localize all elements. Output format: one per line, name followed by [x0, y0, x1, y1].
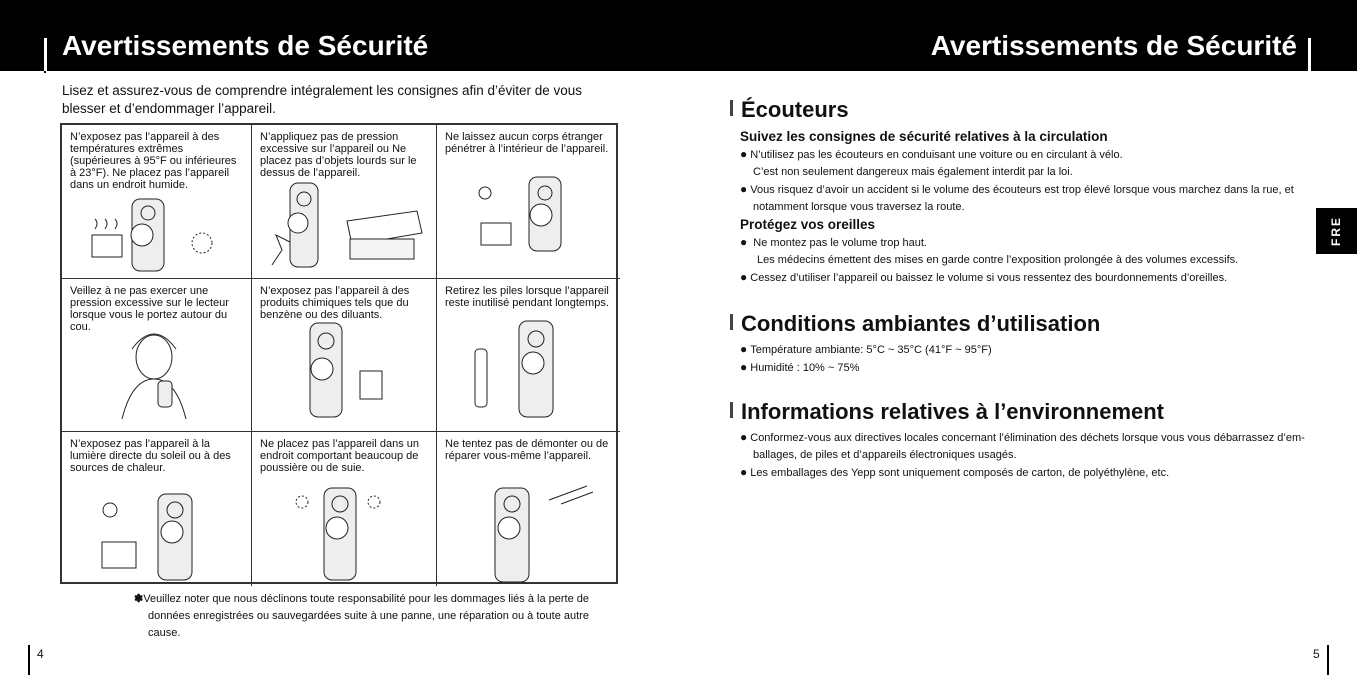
bullet-item [740, 429, 1330, 464]
section-marker [730, 100, 733, 116]
bullet-text: Température ambiante: 5°C ~ 35°C (41°F ~ 95°F) [750, 344, 992, 356]
bullet-dot: ● [740, 270, 748, 284]
section-title-text: Informations relatives à l’environnement [741, 399, 1165, 424]
warning-cell-chemicals [252, 279, 437, 432]
bullet-text: Les emballages des Yepp sont uniquement composés de carton, de polyéthylène, etc. [750, 467, 1170, 479]
language-tab-label: FRE [1329, 216, 1343, 246]
bullet-text-continued: ballages, de piles et d’appareils électroniques usagés. [753, 449, 1017, 461]
warning-cell-temperature [62, 125, 252, 279]
bullet-text-continued: Les médecins émettent des mises en garde contre l’exposition prolongée à des volumes excessifs. [757, 254, 1239, 266]
warning-cell-pressure [252, 125, 437, 279]
bullet-item [740, 464, 1330, 482]
bullet-text-continued: C’est non seulement dangereux mais également interdit par la loi. [753, 166, 1073, 178]
bullet-item [740, 234, 1330, 269]
bullet-text: Ne montez pas le volume trop haut. [750, 237, 927, 249]
player-disassembly-illustration [437, 432, 620, 586]
warning-cell-disassembly [437, 432, 620, 586]
bullet-item [740, 269, 1330, 287]
bullet-dot: ● [740, 342, 748, 356]
footnote-line-1: Veuillez noter que nous déclinons toute responsabilité pour les dommages liés à la perte de [143, 593, 589, 605]
section-environment [730, 399, 1330, 482]
player-temperature-illustration [62, 125, 252, 279]
bullet-text: Cessez d’utiliser l’appareil ou baissez le volume si vous ressentez des bourdonnements d’oreilles. [750, 272, 1228, 284]
section-marker [730, 402, 733, 418]
bullet-dot: ● [740, 182, 748, 196]
bullet-item [740, 181, 1330, 216]
warning-cell-batteries [437, 279, 620, 432]
bullet-dot: ● [740, 360, 748, 374]
title-accent-left-tail [44, 71, 46, 73]
footnote-line-2: données enregistrées ou sauvegardées suite à une panne, une réparation ou à toute autre cause. [148, 610, 589, 639]
bullet-dot: ● [740, 430, 748, 444]
player-chemicals-illustration [252, 279, 437, 432]
warning-text: N’exposez pas l’appareil à des produits chimiques tels que du benzène ou des diluants. [260, 285, 410, 321]
warning-cell-dust [252, 432, 437, 586]
section-title [730, 399, 1330, 425]
bullet-text: N’utilisez pas les écouteurs en conduisant une voiture ou en circulant à vélo. [750, 149, 1123, 161]
subheading: Protégez vos oreilles [740, 217, 876, 232]
page-number-left: 4 [37, 647, 44, 661]
bullet-text: Humidité : 10% ~ 75% [750, 362, 860, 374]
page-number-bar-left [28, 645, 30, 675]
warning-text: N’appliquez pas de pression excessive sur l’appareil ou Ne placez pas d’objets lourds sur le dessus de l’appareil. [260, 131, 417, 179]
warning-grid [60, 123, 618, 584]
bullet-item [740, 146, 1330, 181]
player-foreign-objects-illustration [437, 125, 620, 279]
section-title [730, 311, 1330, 337]
warning-text: Veillez à ne pas exercer une pression excessive sur le lecteur lorsque vous le portez autour du cou. [70, 285, 229, 333]
player-sunlight-illustration [62, 432, 252, 586]
footnote-symbol: ✽ [134, 593, 144, 605]
title-accent-right [1308, 38, 1311, 71]
bullet-item [740, 341, 1330, 359]
player-battery-illustration [437, 279, 620, 432]
bullet-dot: ● [740, 465, 748, 479]
warning-cell-sunlight [62, 432, 252, 586]
warning-text: N’exposez pas l’appareil à des températures extrêmes (supérieures à 95°F ou inférieures à 23°F). Ne placez pas l’appareil dans un endroit humide. [70, 131, 237, 191]
bullet-text-continued: notamment lorsque vous traversez la route. [753, 201, 965, 213]
warning-text: Ne tentez pas de démonter ou de réparer vous-même l’appareil. [445, 438, 609, 462]
section-marker [730, 314, 733, 330]
section-title-text: Écouteurs [741, 97, 849, 122]
section-title [730, 97, 1330, 123]
warning-text: N’exposez pas l’appareil à la lumière directe du soleil ou à des sources de chaleur. [70, 438, 231, 474]
title-accent-left [44, 38, 47, 71]
subheading: Suivez les consignes de sécurité relatives à la circulation [740, 129, 1108, 144]
bullet-text: Conformez-vous aux directives locales concernant l’élimination des déchets lorsque vous vous débarrassez d’em- [750, 432, 1305, 444]
warning-cell-foreign-objects [437, 125, 620, 279]
warning-text: Ne laissez aucun corps étranger pénétrer à l’intérieur de l’appareil. [445, 131, 609, 155]
section-title-text: Conditions ambiantes d’utilisation [741, 311, 1101, 336]
warning-cell-neck [62, 279, 252, 432]
warning-text: Retirez les piles lorsque l’appareil reste inutilisé pendant longtemps. [445, 285, 609, 309]
intro-text: Lisez et assurez-vous de comprendre intégralement les consignes afin d’éviter de vous blesser et d’endommager l’appareil. [62, 83, 583, 116]
section-conditions [730, 311, 1330, 377]
page-number-right: 5 [1313, 647, 1320, 661]
bullet-item [740, 359, 1330, 377]
page-number-bar-right [1327, 645, 1329, 675]
warning-text: Ne placez pas l’appareil dans un endroit comportant beaucoup de poussière ou de suie. [260, 438, 419, 474]
page-title-left: Avertissements de Sécurité [62, 30, 429, 61]
bullet-text: Vous risquez d’avoir un accident si le volume des écouteurs est trop élevé lorsque vous marchez dans la rue, et [750, 184, 1294, 196]
bullet-dot: ● [740, 147, 748, 161]
page-title-right: Avertissements de Sécurité [930, 30, 1297, 61]
player-dust-illustration [252, 432, 437, 586]
section-ecouteurs [730, 97, 1330, 287]
person-neck-illustration [62, 279, 252, 432]
player-pressure-illustration [252, 125, 437, 279]
disclaimer-footnote [134, 591, 624, 642]
bullet-dot: ● [740, 235, 748, 249]
